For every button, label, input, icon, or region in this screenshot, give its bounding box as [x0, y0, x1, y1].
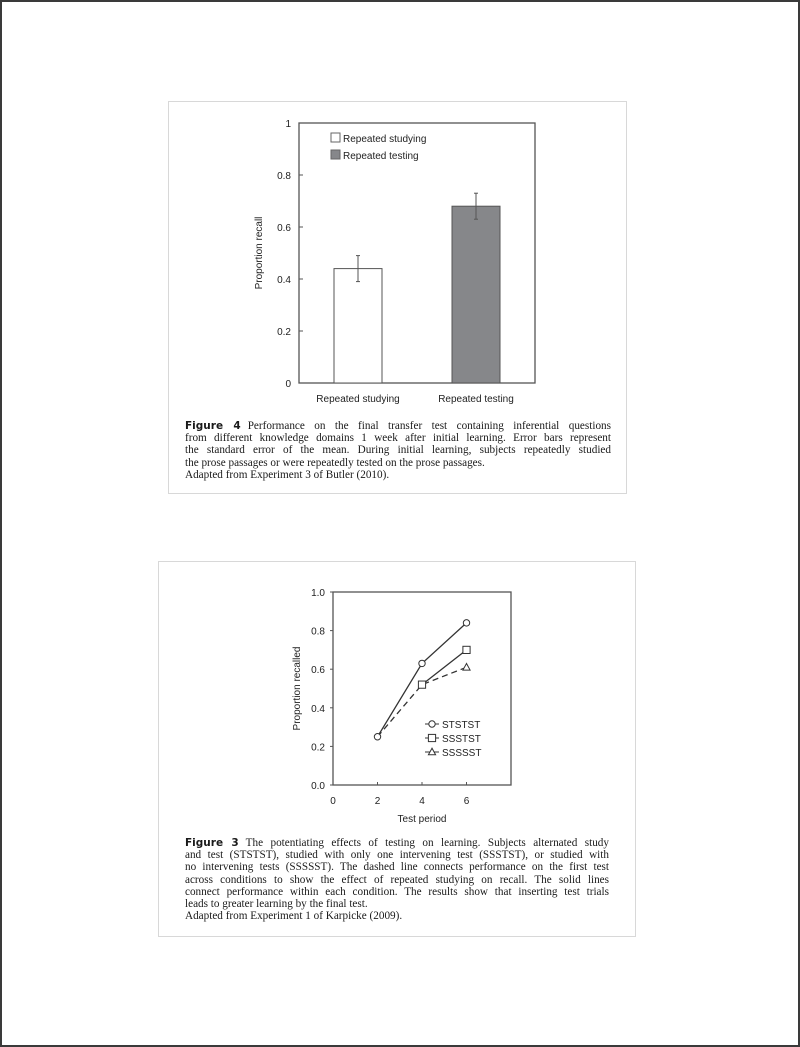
y-tick-label: 0 — [285, 379, 291, 390]
series-line-ssstst — [422, 650, 467, 685]
y-tick-label: 1.0 — [311, 588, 325, 599]
data-point-ststst — [463, 620, 469, 626]
legend-marker — [428, 734, 435, 741]
y-tick-label: 0.6 — [311, 665, 325, 677]
x-tick-label: Repeated testing — [438, 394, 514, 405]
legend-marker — [429, 721, 435, 727]
figure-4-frame — [168, 101, 627, 494]
data-point-ststst — [419, 660, 425, 666]
legend-label: STSTST — [442, 720, 481, 731]
data-point-ssssst — [463, 663, 470, 670]
data-point-ststst — [374, 734, 380, 740]
legend-label: SSSSST — [442, 748, 482, 759]
legend-label: SSSTST — [442, 734, 481, 745]
x-tick-label: Repeated studying — [316, 394, 400, 405]
y-tick-label: 0.8 — [311, 626, 325, 638]
legend-label: Repeated studying — [343, 134, 427, 145]
caption-source: Adapted from Experiment 3 of Butler (2010). — [185, 468, 390, 481]
caption-line: no intervening tests (SSSSST). The dashed line connects performance on the first test — [185, 861, 609, 874]
y-tick-label: 0.8 — [277, 171, 291, 182]
figure-3-frame — [158, 561, 636, 937]
caption-line: and test (STSTST), studied with only one intervening test (SSSTST), or studied with — [185, 849, 609, 862]
y-tick-label: 0.2 — [311, 742, 325, 754]
caption-source: Adapted from Experiment 1 of Karpicke (2009). — [185, 910, 403, 923]
caption-line: the prose passages or were repeatedly tested on the prose passages. — [185, 456, 485, 469]
y-tick-label: 0.4 — [277, 275, 291, 286]
x-tick-label: 2 — [374, 796, 381, 807]
y-tick-label: 0.6 — [277, 223, 291, 234]
bar-chart — [169, 102, 628, 422]
caption-line: from different knowledge domains 1 week after initial learning. Error bars represent — [185, 432, 611, 445]
data-point-ssstst — [463, 646, 470, 653]
caption-line: leads to greater learning by the final test. — [185, 898, 368, 911]
y-axis-label: Proportion recall — [254, 216, 265, 290]
figure-3-caption — [185, 837, 609, 922]
x-axis-label: Test period — [397, 814, 447, 825]
figure-label: Figure 4 — [185, 420, 241, 432]
line-chart — [159, 562, 637, 832]
caption-line: Figure 4 Performance on the final transfer test containing inferential questions — [185, 420, 611, 432]
bar — [334, 269, 382, 383]
bar — [452, 206, 500, 383]
data-point-ssstst — [418, 681, 425, 688]
caption-line: across conditions to show the effect of repeated studying on recall. The solid lines — [185, 873, 609, 886]
legend-swatch — [331, 150, 340, 159]
x-tick-label: 6 — [463, 796, 470, 807]
y-tick-label: 0.0 — [311, 781, 325, 792]
caption-line: the standard error of the mean. During initial learning, subjects repeatedly studied — [185, 444, 611, 457]
caption-line: connect performance within each condition. The results show that inserting test trials — [185, 885, 609, 898]
y-tick-label: 0.2 — [277, 327, 291, 338]
legend-label: Repeated testing — [343, 151, 419, 162]
y-tick-label: 1 — [285, 119, 291, 130]
figure-4-caption — [185, 420, 611, 481]
caption-line: Figure 3 The potentiating effects of testing on learning. Subjects alternated study — [185, 837, 609, 849]
y-tick-label: 0.4 — [311, 703, 325, 715]
figure-label: Figure 3 — [185, 837, 239, 849]
legend-swatch — [331, 133, 340, 142]
x-tick-label: 4 — [419, 796, 425, 807]
x-tick-label: 0 — [330, 796, 336, 807]
y-axis-label: Proportion recalled — [292, 646, 303, 731]
